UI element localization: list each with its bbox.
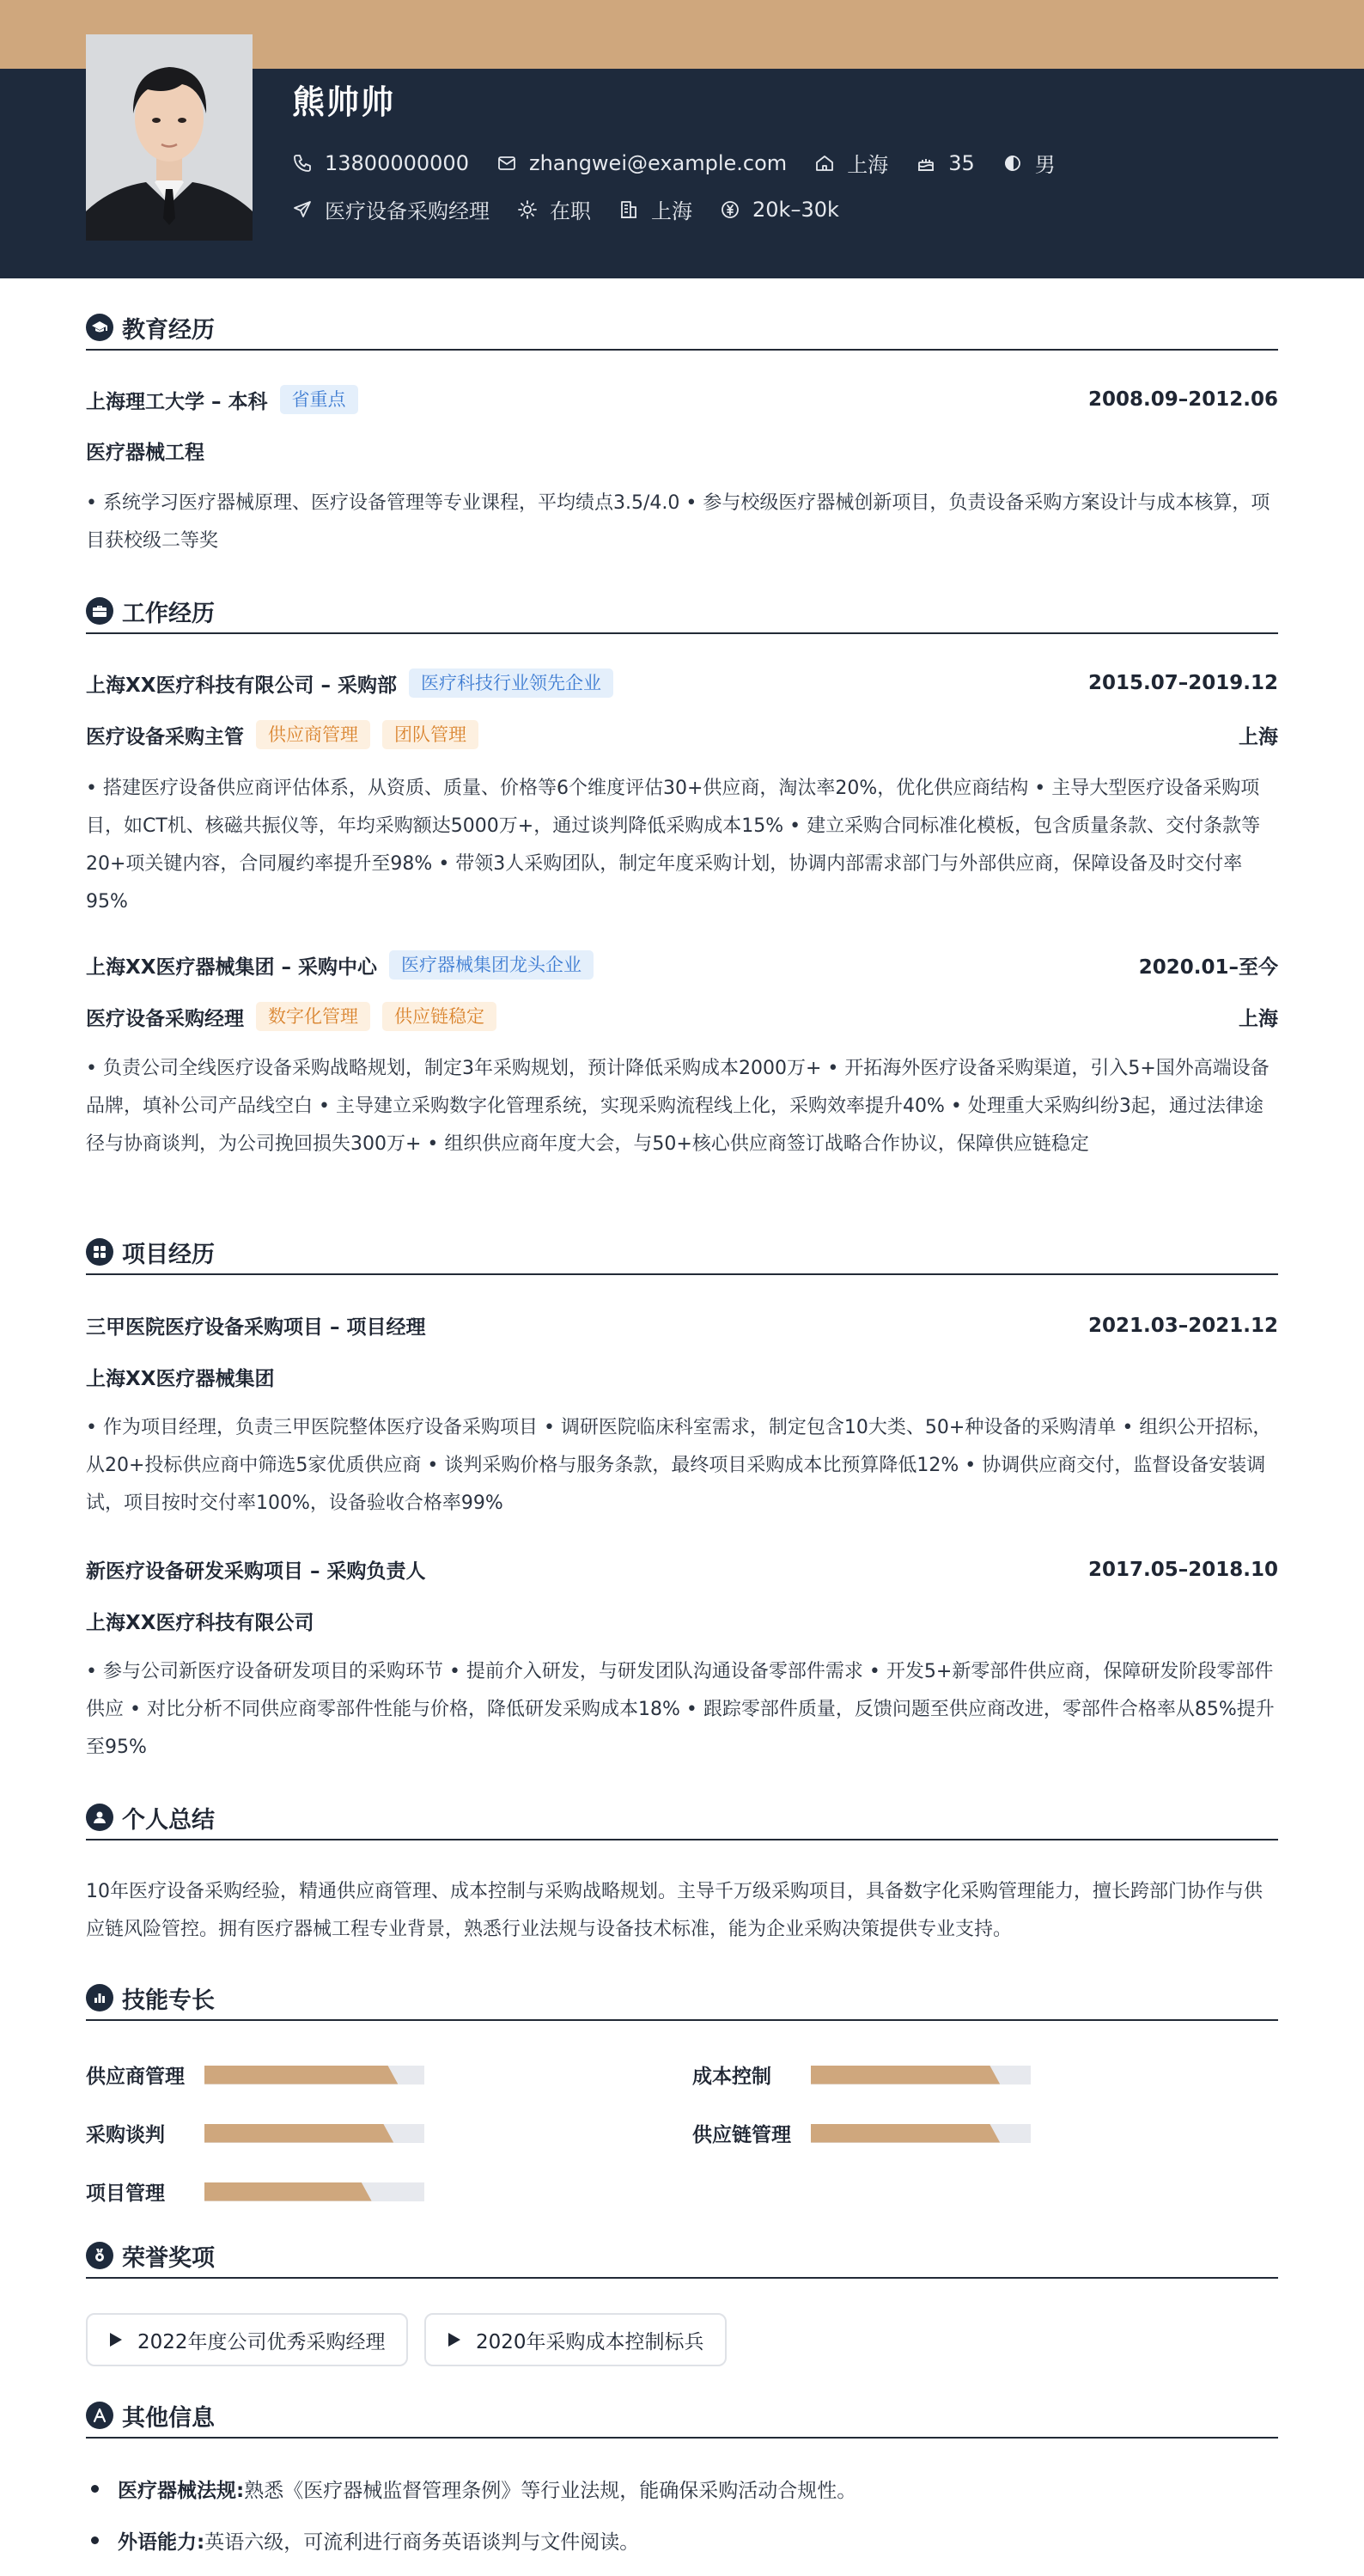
position-text: 医疗设备采购经理 [325,199,490,223]
major-name: 医疗器械工程 [86,442,204,464]
salary-text: 20k–30k [752,197,839,222]
gender-icon [1002,153,1023,174]
work-2-role: 医疗设备采购经理 [86,1007,244,1030]
project-1-header [86,1311,1278,1340]
award-text: 2020年采购成本控制标兵 [476,2330,704,2353]
candidate-name: 熊帅帅 [292,83,396,121]
work-1-city: 上海 [1239,725,1278,748]
project-1-org: 上海XX医疗器械集团 [86,1368,275,1390]
work-1-description: • 搭建医疗设备供应商评估体系，从资质、质量、价格等6个维度评估30+供应商，淘汰率20%，优化供应商结构 • 主导大型医疗设备采购项目，如CT机、核磁共振仪等，年均采购额达5000万+，通过谈判降低采购成本15% • 建立采购合同标准化模板，包含质量条款、交付条款等20+项关键内容，合同履约率提升至98% • 带领3人采购团队，制定年度采购计划，协调内部需求部门与外部供应商，保障设备及时交付率95% [86,778,1261,913]
skill-bar [811,2124,1031,2143]
skill-bar-fill [204,2066,398,2085]
avatar-photo [86,34,253,241]
school-tag: 省重点 [280,385,358,414]
work-item-1-role-row [86,720,1278,749]
skill-name: 项目管理 [86,2182,165,2205]
email-text: zhangwei@example.com [528,150,788,175]
work-1-skill-tag-2: 团队管理 [382,720,478,749]
bullet-icon [91,2536,99,2544]
education-header [86,385,1278,414]
skill-name: 供应商管理 [86,2066,185,2088]
section-title-work: 工作经历 [122,600,215,627]
work-2-skill-tag-2: 供应链稳定 [382,1002,496,1031]
skill-item-project [86,2177,424,2206]
status-text: 在职 [550,199,591,223]
briefcase-icon [86,597,113,625]
education-description: • 系统学习医疗器械原理、医疗设备管理等专业课程，平均绩点3.5/4.0 • 参与校级医疗器械创新项目，负责设备采购方案设计与成本核算，项目获校级二等奖 [86,492,1270,552]
work-item-2-header [86,950,1278,980]
salary-info [720,198,839,222]
building-icon [618,199,639,220]
skill-item-negotiation [86,2119,424,2147]
other-text: 熟悉《医疗器械监督管理条例》等行业法规，能确保采购活动合规性。 [244,2480,857,2502]
project-2-name: 新医疗设备研发采购项目 – 采购负责人 [86,1560,426,1583]
skill-item-supply-chain [692,2119,1031,2147]
project-2-date: 2017.05–2018.10 [1087,1558,1278,1581]
skill-bar [204,2124,424,2143]
city-info [618,194,692,224]
project-1-name: 三甲医院医疗设备采购项目 – 项目经理 [86,1316,426,1339]
work-2-company: 上海XX医疗器械集团 – 采购中心 [86,955,377,979]
project-2-header [86,1555,1278,1584]
skill-bar-fill [811,2124,1000,2143]
skill-bar [811,2066,1031,2085]
section-title-awards: 荣誉奖项 [122,2244,215,2272]
yuan-icon [720,199,740,220]
project-1-org-row [86,1363,1278,1391]
award-item-2 [424,2313,727,2366]
contact-info-row [292,148,1083,178]
skill-bar [204,2182,424,2201]
position-info [292,194,490,224]
city-text: 上海 [651,199,692,223]
work-1-date: 2015.07–2019.12 [1087,672,1278,694]
project-2-description: • 参与公司新医疗设备研发项目的采购环节 • 提前介入研发，与研发团队沟通设备零部件需求 • 开发5+新零部件供应商，保障研发阶段零部件供应 • 对比分析不同供应商零部件性能与价格，降低研发采购成本18% • 跟踪零部件质量，反馈问题至供应商改进，零部件合格率从85%提升至95% [86,1661,1275,1758]
skill-name: 供应链管理 [692,2124,791,2146]
location-text: 上海 [847,153,889,177]
mail-icon [496,153,517,174]
section-awards [86,2234,1278,2279]
section-other [86,2394,1278,2439]
other-label: 外语能力: [118,2531,205,2554]
skill-bar [204,2066,424,2085]
education-major-row [86,436,1278,465]
project-1-date: 2021.03–2021.12 [1087,1314,1278,1337]
skill-item-supplier [86,2060,424,2089]
section-summary [86,1796,1278,1840]
email-info [496,151,787,175]
avatar [86,34,253,241]
bullet-icon [91,2485,99,2493]
phone-text: 13800000000 [325,150,469,175]
section-title-education: 教育经历 [122,316,215,344]
work-item-2-role-row [86,1002,1278,1031]
project-1-description: • 作为项目经理，负责三甲医院整体医疗设备采购项目 • 调研医院临床科室需求，制定包含10大类、50+种设备的采购清单 • 组织公开招标，从20+投标供应商中筛选5家优质供应商 • 谈判采购价格与服务条款，最终项目采购成本比预算降低12% • 协调供应商交付，监督设备安装调试，项目按时交付率100%，设备验收合格率99% [86,1417,1272,1514]
other-label: 医疗器械法规: [118,2480,245,2502]
section-title-other: 其他信息 [122,2404,215,2432]
job-info-row [292,194,867,224]
work-1-role: 医疗设备采购主管 [86,725,244,748]
work-2-date: 2020.01–至今 [1138,955,1278,979]
award-item-1 [86,2313,408,2366]
work-1-skill-tag-1: 供应商管理 [256,720,370,749]
project-2-org-row [86,1607,1278,1635]
education-date: 2008.09–2012.06 [1087,388,1278,411]
section-work [86,589,1278,634]
work-2-skill-tag-1: 数字化管理 [256,1002,370,1031]
work-1-company: 上海XX医疗科技有限公司 – 采购部 [86,674,397,697]
triangle-right-icon [108,2331,124,2348]
triangle-right-icon [447,2331,462,2348]
status-icon [517,199,538,220]
award-text: 2022年度公司优秀采购经理 [137,2330,386,2353]
work-2-city: 上海 [1239,1007,1278,1030]
other-text: 英语六级，可流利进行商务英语谈判与文件阅读。 [204,2531,640,2554]
project-2-org: 上海XX医疗科技有限公司 [86,1612,314,1634]
medal-icon [86,2242,113,2269]
bar-chart-icon [86,1984,113,2011]
gender-text: 男 [1034,153,1056,177]
user-icon [86,1804,113,1831]
age-text: 35 [948,150,975,175]
gender-info [1002,148,1056,178]
section-title-projects: 项目经历 [122,1241,215,1268]
font-icon [86,2402,113,2429]
age-info [916,151,975,175]
skill-bar-fill [204,2182,372,2201]
section-title-summary: 个人总结 [122,1806,215,1834]
school-name: 上海理工大学 – 本科 [86,390,268,413]
work-2-description: • 负责公司全线医疗设备采购战略规划，制定3年采购规划，预计降低采购成本2000万+ • 开拓海外医疗设备采购渠道，引入5+国外高端设备品牌，填补公司产品线空白 • 主导建立采购数字化管理系统，实现采购流程线上化，采购效率提升40% • 处理重大采购纠纷3起，通过法律途径与协商谈判，为公司挽回损失300万+ • 组织供应商年度大会，与50+核心供应商签订战略合作协议，保障供应链稳定 [86,1058,1270,1155]
section-projects [86,1230,1278,1275]
work-item-1-header [86,668,1278,698]
cake-icon [916,153,936,174]
work-2-company-tag: 医疗器械集团龙头企业 [389,950,594,980]
skill-bar-fill [204,2124,393,2143]
work-1-company-tag: 医疗科技行业领先企业 [409,668,613,698]
skill-name: 成本控制 [692,2066,771,2088]
home-icon [814,153,835,174]
grid-icon [86,1238,113,1266]
skill-item-cost [692,2060,1031,2089]
other-item-2 [86,2526,1278,2555]
graduation-cap-icon [86,314,113,341]
phone-info [292,151,469,175]
send-icon [292,199,313,220]
other-item-1 [86,2475,1278,2503]
status-info [517,194,591,224]
section-title-skills: 技能专长 [122,1987,215,2014]
location-info [814,148,888,178]
phone-icon [292,153,313,174]
section-education [86,306,1278,351]
section-skills [86,1976,1278,2021]
summary-text: 10年医疗设备采购经验，精通供应商管理、成本控制与采购战略规划。主导千万级采购项目，具备数字化采购管理能力，擅长跨部门协作与供应链风险管控。拥有医疗器械工程专业背景，熟悉行业法规与设备技术标准，能为企业采购决策提供专业支持。 [86,1881,1263,1940]
skill-name: 采购谈判 [86,2124,165,2146]
skill-bar-fill [811,2066,1000,2085]
